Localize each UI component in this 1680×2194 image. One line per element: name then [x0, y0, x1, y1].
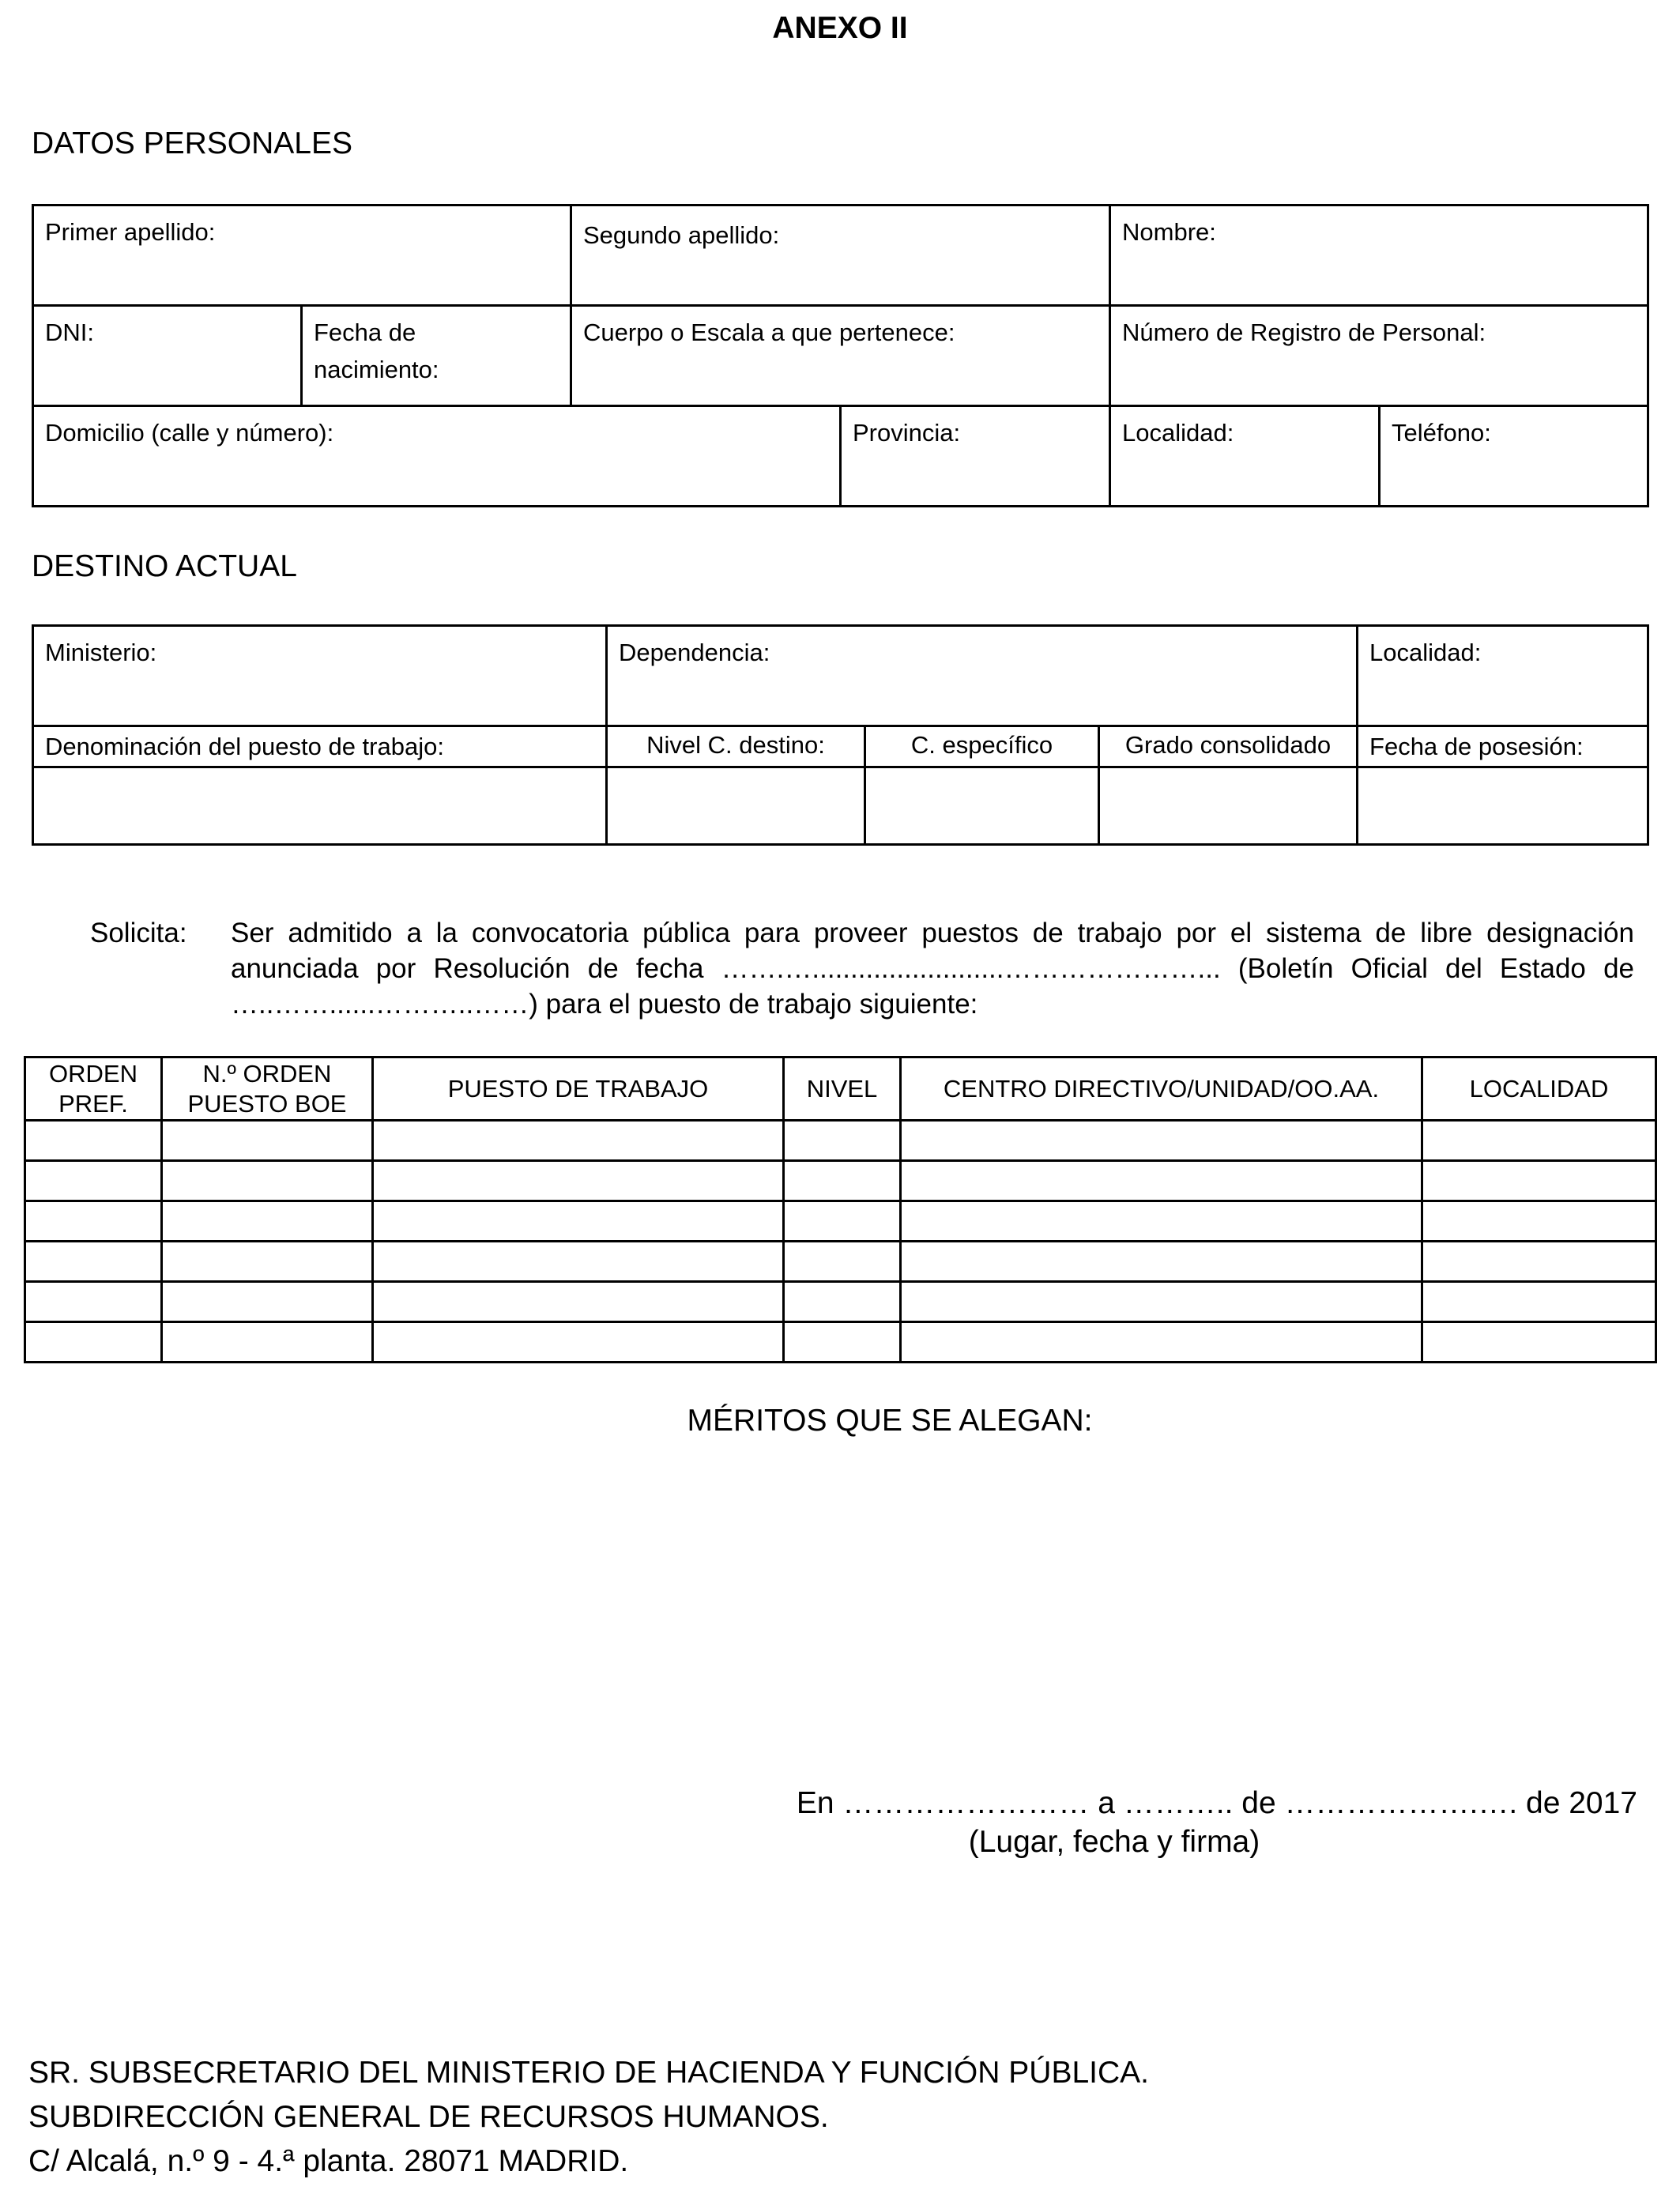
table-cell[interactable]	[25, 1242, 162, 1282]
table-cell[interactable]	[1422, 1121, 1656, 1161]
table-cell[interactable]	[25, 1201, 162, 1242]
table-cell[interactable]	[25, 1322, 162, 1363]
denominacion-input[interactable]	[33, 767, 607, 844]
segundo-apellido-field[interactable]	[571, 205, 1110, 306]
table-cell[interactable]	[784, 1242, 901, 1282]
nrp-label: Número de Registro de Personal:	[1122, 319, 1486, 346]
solicita-text: Ser admitido a la convocatoria pública para proveer puestos de trabajo por el sistema de libre designación anunciada por Resolución de fecha …….….........................…………………... (Boletín Oficial del Estado de …..……......………..……) para el puesto de trabajo siguiente:	[231, 918, 1634, 1020]
table-cell[interactable]	[1422, 1242, 1656, 1282]
nivel-header	[607, 726, 865, 767]
grado-label: Grado consolidado	[1124, 731, 1332, 759]
table-cell[interactable]	[25, 1121, 162, 1161]
table-row	[25, 1161, 1656, 1201]
personal-data-heading: DATOS PERSONALES	[32, 126, 353, 160]
cuerpo-escala-field[interactable]	[571, 306, 1110, 406]
ministerio-label: Ministerio:	[45, 639, 157, 666]
provincia-field[interactable]	[841, 406, 1110, 507]
localidad-field[interactable]	[1110, 406, 1380, 507]
table-cell[interactable]	[1422, 1322, 1656, 1363]
recipient-block	[28, 2051, 1149, 2184]
table-cell[interactable]	[162, 1242, 373, 1282]
table-cell[interactable]	[162, 1322, 373, 1363]
table-cell[interactable]	[1422, 1282, 1656, 1322]
table-cell[interactable]	[784, 1121, 901, 1161]
recipient-line-1: SR. SUBSECRETARIO DEL MINISTERIO DE HACIENDA Y FUNCIÓN PÚBLICA.	[28, 2056, 1149, 2090]
table-cell[interactable]	[901, 1161, 1422, 1201]
recipient-line-3: C/ Alcalá, n.º 9 - 4.ª planta. 28071 MADRID.	[28, 2144, 629, 2178]
table-cell[interactable]	[373, 1121, 784, 1161]
grado-input[interactable]	[1099, 767, 1358, 844]
table-cell[interactable]	[25, 1282, 162, 1322]
personal-data-table	[32, 204, 1649, 507]
localidad-label: Localidad:	[1122, 419, 1234, 447]
fecha-posesion-header	[1358, 726, 1648, 767]
table-cell[interactable]	[784, 1201, 901, 1242]
meritos-heading: MÉRITOS QUE SE ALEGAN:	[687, 1404, 1093, 1438]
primer-apellido-field[interactable]	[33, 205, 571, 306]
table-row	[25, 1121, 1656, 1161]
nombre-label: Nombre:	[1122, 218, 1216, 246]
telefono-label: Teléfono:	[1392, 419, 1491, 447]
table-cell[interactable]	[162, 1282, 373, 1322]
table-cell[interactable]	[784, 1282, 901, 1322]
destino-localidad-field[interactable]	[1358, 626, 1648, 726]
dni-field[interactable]	[33, 306, 302, 406]
telefono-field[interactable]	[1380, 406, 1648, 507]
table-cell[interactable]	[784, 1161, 901, 1201]
provincia-label: Provincia:	[853, 419, 961, 447]
especifico-input[interactable]	[865, 767, 1099, 844]
table-cell[interactable]	[1422, 1201, 1656, 1242]
header-nivel: NIVEL	[784, 1057, 901, 1121]
table-cell[interactable]	[162, 1201, 373, 1242]
document-title: ANEXO II	[772, 11, 908, 45]
table-cell[interactable]	[1422, 1161, 1656, 1201]
meritos-area[interactable]	[32, 1454, 1647, 1762]
destino-heading: DESTINO ACTUAL	[32, 549, 297, 583]
puestos-table	[24, 1056, 1657, 1363]
signature-caption: (Lugar, fecha y firma)	[968, 1825, 1260, 1859]
fecha-posesion-input[interactable]	[1358, 767, 1648, 844]
table-cell[interactable]	[901, 1282, 1422, 1322]
header-centro: CENTRO DIRECTIVO/UNIDAD/OO.AA.	[901, 1057, 1422, 1121]
recipient-line-2: SUBDIRECCIÓN GENERAL DE RECURSOS HUMANOS.	[28, 2100, 829, 2134]
table-cell[interactable]	[162, 1121, 373, 1161]
table-row	[25, 1322, 1656, 1363]
table-cell[interactable]	[784, 1322, 901, 1363]
primer-apellido-label: Primer apellido:	[45, 218, 216, 246]
table-cell[interactable]	[901, 1322, 1422, 1363]
header-localidad: LOCALIDAD	[1422, 1057, 1656, 1121]
fecha-nacimiento-label: Fecha de nacimiento:	[314, 319, 439, 383]
denominacion-header	[33, 726, 607, 767]
table-row	[25, 1201, 1656, 1242]
table-cell[interactable]	[373, 1322, 784, 1363]
table-row	[25, 1282, 1656, 1322]
table-cell[interactable]	[25, 1161, 162, 1201]
header-orden-pref: ORDEN PREF.	[25, 1057, 162, 1121]
solicita-label: Solicita:	[90, 918, 187, 948]
segundo-apellido-label: Segundo apellido:	[583, 221, 780, 249]
cuerpo-escala-label: Cuerpo o Escala a que pertenece:	[583, 319, 955, 346]
nivel-input[interactable]	[607, 767, 865, 844]
signature-line: En …………………… a ……….. de ……………….…. de 2017	[796, 1786, 1637, 1820]
table-cell[interactable]	[901, 1121, 1422, 1161]
table-cell[interactable]	[901, 1201, 1422, 1242]
table-cell[interactable]	[901, 1242, 1422, 1282]
especifico-label: C. específico	[910, 731, 1053, 759]
dni-label: DNI:	[45, 319, 94, 346]
table-cell[interactable]	[162, 1161, 373, 1201]
especifico-header	[865, 726, 1099, 767]
destino-table	[32, 624, 1649, 846]
domicilio-field[interactable]	[33, 406, 841, 507]
fecha-nacimiento-field[interactable]	[302, 306, 571, 406]
denominacion-label: Denominación del puesto de trabajo:	[45, 733, 444, 760]
header-orden-boe: N.º ORDEN PUESTO BOE	[162, 1057, 373, 1121]
table-cell[interactable]	[373, 1282, 784, 1322]
domicilio-label: Domicilio (calle y número):	[45, 419, 334, 447]
dependencia-label: Dependencia:	[619, 639, 770, 666]
nivel-label: Nivel C. destino:	[646, 731, 825, 759]
header-puesto: PUESTO DE TRABAJO	[373, 1057, 784, 1121]
nombre-field[interactable]	[1110, 205, 1648, 306]
puestos-header-row	[25, 1057, 1656, 1121]
ministerio-field[interactable]	[33, 626, 607, 726]
destino-localidad-label: Localidad:	[1369, 639, 1482, 666]
table-row	[25, 1242, 1656, 1282]
table-cell[interactable]	[373, 1242, 784, 1282]
nrp-field[interactable]	[1110, 306, 1648, 406]
fecha-posesion-label: Fecha de posesión:	[1369, 733, 1584, 760]
grado-header	[1099, 726, 1358, 767]
dependencia-field[interactable]	[607, 626, 1358, 726]
table-cell[interactable]	[373, 1201, 784, 1242]
table-cell[interactable]	[373, 1161, 784, 1201]
